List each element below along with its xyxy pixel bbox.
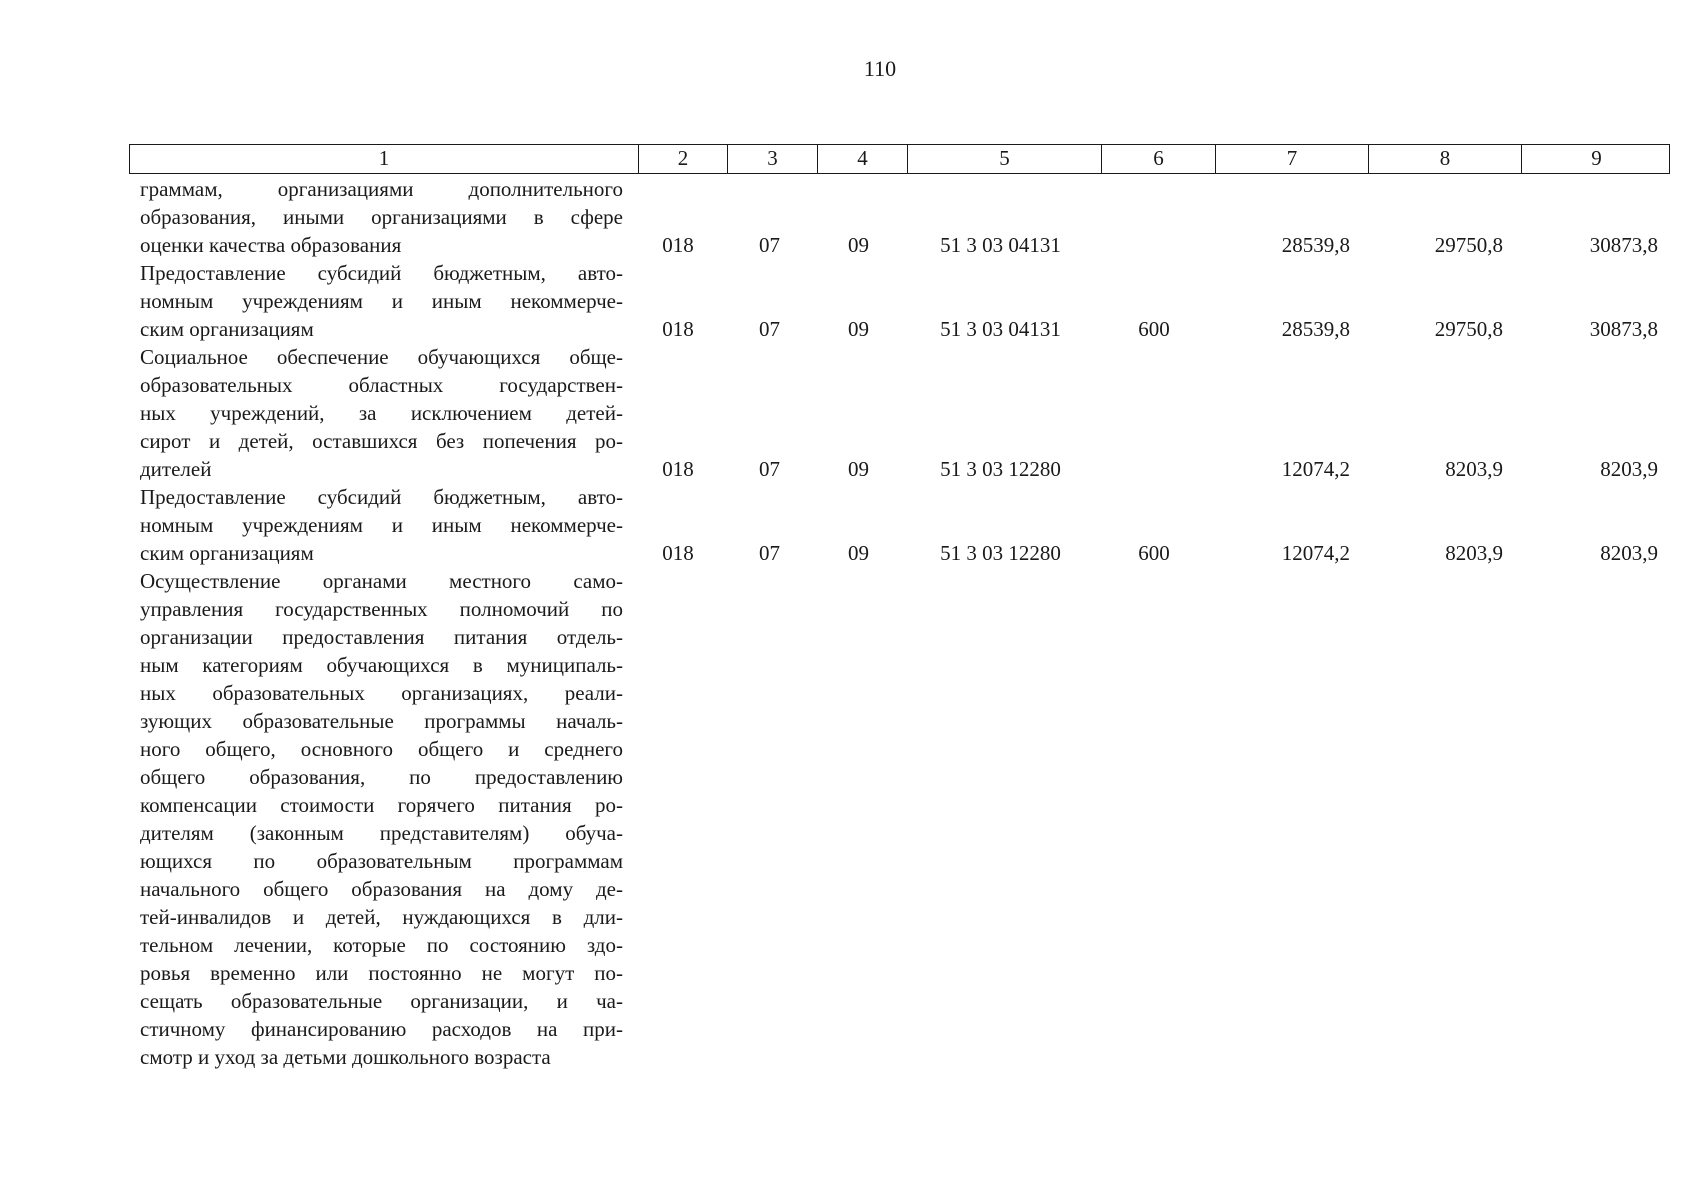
header-col-1: 1 (378, 146, 390, 170)
description-line: ных образовательных организациях, реали- (140, 681, 623, 705)
header-col-6: 6 (1101, 145, 1215, 173)
description-line: номным учреждениям и иным некоммерче- (140, 289, 623, 313)
header-col-7: 7 (1215, 145, 1368, 173)
cell-subsection: 09 (848, 541, 869, 565)
cell-amount-year-3: 8203,9 (1600, 541, 1658, 565)
cell-target-article: 51 3 03 04131 (940, 317, 1061, 341)
description-line: оценки качества образования (140, 233, 402, 257)
description-line: сещать образовательные организации, и ча- (140, 989, 623, 1013)
row-description (140, 567, 623, 1071)
cell-target-article: 51 3 03 12280 (940, 541, 1061, 565)
cell-amount-year-1: 12074,2 (1281, 457, 1350, 481)
cell-ved: 018 (662, 233, 694, 257)
cell-amount-year-2: 8203,9 (1445, 541, 1503, 565)
row-description (140, 483, 623, 567)
cell-amount-year-1: 28539,8 (1281, 317, 1350, 341)
cell-expense-type: 600 (1138, 317, 1170, 341)
description-line: Осуществление органами местного само- (140, 569, 623, 593)
cell-amount-year-2: 29750,8 (1434, 317, 1503, 341)
description-line: сирот и детей, оставшихся без попечения ро- (140, 429, 623, 453)
header-col-4: 4 (817, 145, 907, 173)
row-description (140, 343, 623, 483)
description-line: образования, иными организациями в сфере (140, 205, 623, 229)
cell-amount-year-3: 30873,8 (1589, 233, 1658, 257)
header-col-3: 3 (727, 145, 817, 173)
description-line: Предоставление субсидий бюджетным, авто- (140, 261, 623, 285)
cell-target-article: 51 3 03 04131 (940, 233, 1061, 257)
description-line: дителей (140, 457, 212, 481)
description-line: начального общего образования на дому де- (140, 877, 623, 901)
description-line: граммам, организациями дополнительного (140, 177, 623, 201)
description-line: тей-инвалидов и детей, нуждающихся в дли- (140, 905, 623, 929)
cell-expense-type: 600 (1138, 541, 1170, 565)
description-line: ного общего, основного общего и среднего (140, 737, 623, 761)
cell-section: 07 (759, 541, 780, 565)
description-line: стичному финансированию расходов на при- (140, 1017, 623, 1041)
cell-ved: 018 (662, 541, 694, 565)
description-line: управления государственных полномочий по (140, 597, 623, 621)
cell-ved: 018 (662, 457, 694, 481)
cell-amount-year-1: 28539,8 (1281, 233, 1350, 257)
description-line: зующих образовательные программы началь- (140, 709, 623, 733)
cell-section: 07 (759, 233, 780, 257)
cell-section: 07 (759, 457, 780, 481)
header-col-9: 9 (1521, 145, 1671, 173)
cell-amount-year-2: 8203,9 (1445, 457, 1503, 481)
description-line: общего образования, по предоставлению (140, 765, 623, 789)
description-line: дителям (законным представителям) обуча- (140, 821, 623, 845)
description-line: тельном лечении, которые по состоянию здо- (140, 933, 623, 957)
header-col-8: 8 (1368, 145, 1521, 173)
cell-subsection: 09 (848, 317, 869, 341)
description-line: Предоставление субсидий бюджетным, авто- (140, 485, 623, 509)
table-header (129, 144, 1670, 174)
row-description (140, 259, 623, 343)
description-line: номным учреждениям и иным некоммерче- (140, 513, 623, 537)
description-line: компенсации стоимости горячего питания ро- (140, 793, 623, 817)
description-line: ским организациям (140, 317, 314, 341)
description-line: ским организациям (140, 541, 314, 565)
cell-amount-year-2: 29750,8 (1434, 233, 1503, 257)
description-line: Социальное обеспечение обучающихся обще- (140, 345, 623, 369)
header-col-5: 5 (907, 145, 1101, 173)
row-description (140, 175, 623, 259)
cell-section: 07 (759, 317, 780, 341)
description-line: ющихся по образовательным программам (140, 849, 623, 873)
cell-amount-year-3: 8203,9 (1600, 457, 1658, 481)
description-line: ровья временно или постоянно не могут по- (140, 961, 623, 985)
page-number: 110 (863, 56, 897, 81)
description-line: ных учреждений, за исключением детей- (140, 401, 623, 425)
description-line: организации предоставления питания отдель- (140, 625, 623, 649)
cell-target-article: 51 3 03 12280 (940, 457, 1061, 481)
cell-amount-year-1: 12074,2 (1281, 541, 1350, 565)
description-line: смотр и уход за детьми дошкольного возраста (140, 1045, 551, 1069)
description-line: ным категориям обучающихся в муниципаль- (140, 653, 623, 677)
description-line: образовательных областных государствен- (140, 373, 623, 397)
cell-subsection: 09 (848, 233, 869, 257)
cell-subsection: 09 (848, 457, 869, 481)
cell-ved: 018 (662, 317, 694, 341)
cell-amount-year-3: 30873,8 (1589, 317, 1658, 341)
header-col-2: 2 (638, 145, 727, 173)
